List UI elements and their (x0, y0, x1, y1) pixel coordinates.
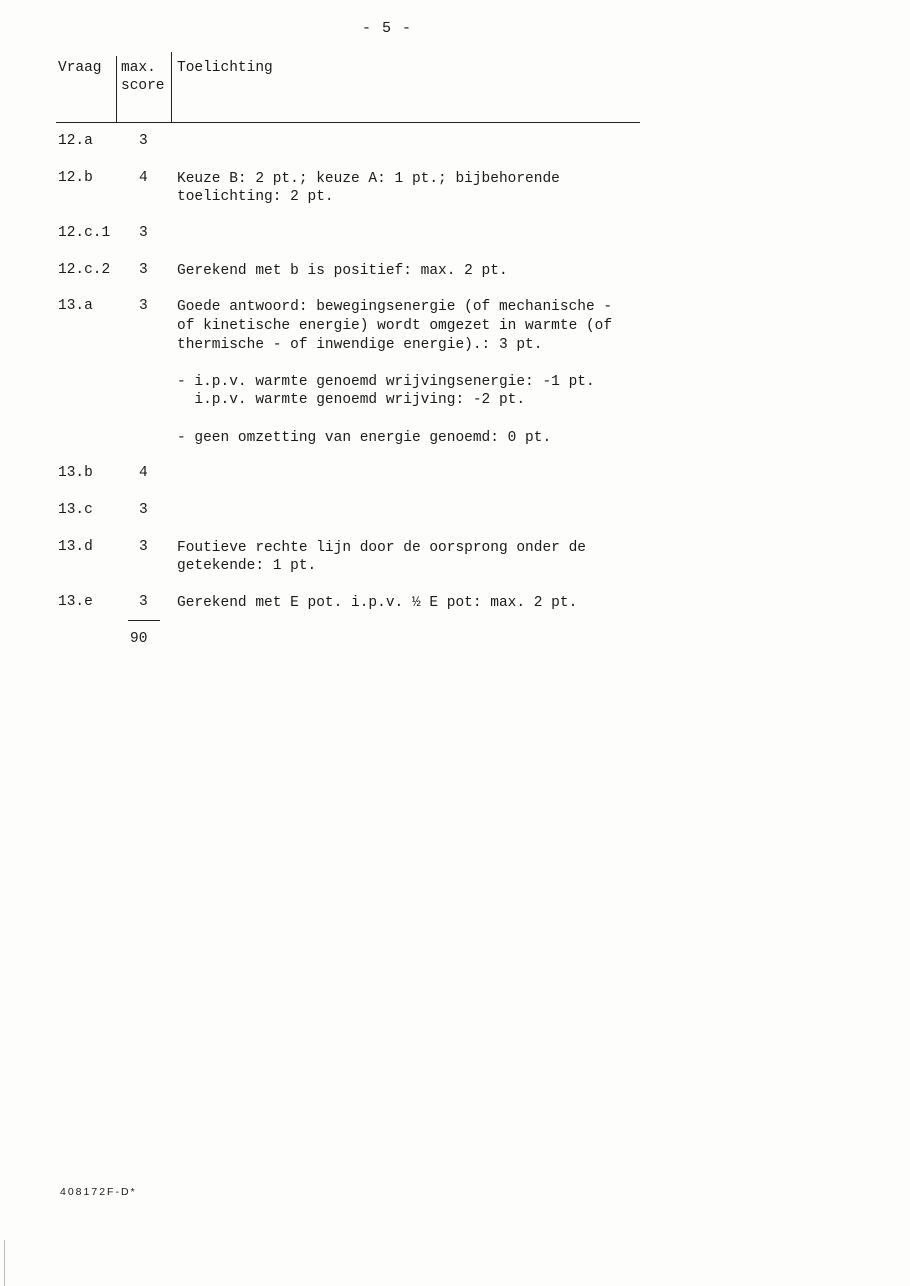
column-divider-left (116, 56, 117, 123)
max-score: 3 (139, 225, 148, 241)
explanation-line: Goede antwoord: bewegingsenergie (of mechanische - (177, 299, 613, 315)
question-number: 13.a (58, 298, 93, 314)
explanation-line: getekende: 1 pt. (177, 558, 317, 574)
max-score: 4 (139, 465, 148, 481)
explanation-line: thermische - of inwendige energie).: 3 pt. (177, 337, 543, 353)
question-number: 13.d (58, 539, 93, 555)
explanation-line: Gerekend met b is positief: max. 2 pt. (177, 263, 508, 279)
question-number: 13.b (58, 465, 93, 481)
explanation-line: of kinetische energie) wordt omgezet in warmte (of (177, 318, 613, 334)
column-divider-right (171, 52, 172, 123)
header-underline (56, 122, 640, 123)
max-score: 3 (139, 298, 148, 314)
deduction-line: i.p.v. warmte genoemd wrijving: -2 pt. (177, 392, 526, 408)
explanation-line: Foutieve rechte lijn door de oorsprong onder de (177, 540, 586, 556)
question-number: 12.a (58, 133, 93, 149)
footer-code: 408172F-D* (60, 1186, 137, 1198)
header-max: max. (121, 60, 156, 76)
max-score: 3 (139, 133, 148, 149)
scan-margin-mark (4, 1240, 5, 1286)
max-score: 3 (139, 262, 148, 278)
header-toelichting: Toelichting (177, 60, 273, 76)
page-number: - 5 - (362, 20, 413, 37)
deduction-line: - geen omzetting van energie genoemd: 0 pt. (177, 430, 552, 446)
total-score: 90 (130, 631, 148, 647)
max-score: 3 (139, 502, 148, 518)
deduction-line: - i.p.v. warmte genoemd wrijvingsenergie: -1 pt. (177, 374, 595, 390)
max-score: 3 (139, 594, 148, 610)
max-score: 3 (139, 539, 148, 555)
explanation-line: Keuze B: 2 pt.; keuze A: 1 pt.; bijbehorende (177, 171, 560, 187)
explanation-line: Gerekend met E pot. i.p.v. ½ E pot: max. 2 pt. (177, 595, 578, 611)
max-score: 4 (139, 170, 148, 186)
question-number: 12.c.2 (58, 262, 111, 278)
total-underline (128, 620, 160, 621)
question-number: 13.c (58, 502, 93, 518)
header-vraag: Vraag (58, 60, 102, 76)
question-number: 12.c.1 (58, 225, 111, 241)
question-number: 12.b (58, 170, 93, 186)
explanation-line: toelichting: 2 pt. (177, 189, 334, 205)
header-score: score (121, 78, 165, 94)
question-number: 13.e (58, 594, 93, 610)
